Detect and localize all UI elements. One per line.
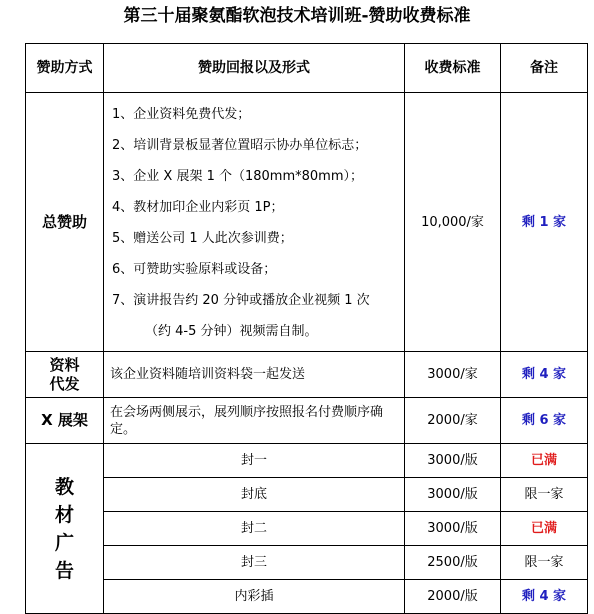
table-row [26, 546, 588, 580]
list-item: 4、教材加印企业内彩页 1P； [112, 200, 284, 215]
table-row [26, 398, 588, 444]
fee-value: 2000/家 [405, 398, 501, 444]
method-total: 总赞助 [26, 93, 104, 352]
fee-value: 10,000/家 [405, 93, 501, 352]
fee-value: 2000/版 [405, 580, 501, 614]
ad-item: 封底 [104, 478, 405, 512]
fee-value: 3000/版 [405, 444, 501, 478]
table-row [26, 93, 588, 352]
method-x-stand: X 展架 [26, 398, 104, 444]
method-char: 教 [54, 475, 74, 498]
status-badge: 剩 4 家 [501, 580, 588, 614]
fee-value: 3000/家 [405, 352, 501, 398]
method-line: 代发 [49, 374, 80, 393]
list-item: 1、企业资料免费代发； [112, 107, 251, 122]
list-item: 2、培训背景板显著位置昭示协办单位标志； [112, 138, 368, 153]
table-row [26, 444, 588, 478]
ad-item: 封一 [104, 444, 405, 478]
table-row [26, 352, 588, 398]
list-item: 3、企业 X 展架 1 个（180mm*80mm）； [112, 169, 363, 184]
ad-item: 封二 [104, 512, 405, 546]
status-badge: 已满 [501, 444, 588, 478]
table-row [26, 580, 588, 614]
header-note: 备注 [501, 44, 588, 93]
header-method: 赞助方式 [26, 44, 104, 93]
status-badge: 剩 1 家 [501, 93, 588, 352]
fee-value: 3000/版 [405, 478, 501, 512]
table-row [26, 512, 588, 546]
list-item: 7、演讲报告约 20 分钟或播放企业视频 1 次 [112, 293, 370, 308]
ad-item: 封三 [104, 546, 405, 580]
list-item: 5、赠送公司 1 人此次参训费； [112, 231, 293, 246]
status-badge: 剩 6 家 [501, 398, 588, 444]
list-item: （约 4-5 分钟）视频需自制。 [145, 324, 318, 339]
sponsorship-table [25, 43, 588, 614]
total-return-list [104, 93, 405, 352]
table-header-row [26, 44, 588, 93]
status-badge: 剩 4 家 [501, 352, 588, 398]
method-char: 告 [54, 559, 74, 582]
status-badge: 限一家 [501, 546, 588, 580]
status-badge: 已满 [501, 512, 588, 546]
method-textbook-ad [26, 444, 104, 614]
method-line: 资料 [49, 355, 80, 374]
method-char: 广 [54, 531, 74, 554]
page-title: 第三十届聚氨酯软泡技术培训班-赞助收费标准 [123, 6, 471, 26]
fee-value: 3000/版 [405, 512, 501, 546]
fee-value: 2500/版 [405, 546, 501, 580]
status-badge: 限一家 [501, 478, 588, 512]
header-return: 赞助回报以及形式 [104, 44, 405, 93]
method-char: 材 [54, 503, 74, 526]
description: 该企业资料随培训资料袋一起发送 [104, 352, 405, 398]
table-row [26, 478, 588, 512]
list-item: 6、可赞助实验原料或设备； [112, 262, 277, 277]
header-fee: 收费标准 [405, 44, 501, 93]
description: 在会场两侧展示，展列顺序按照报名付费顺序确定。 [104, 398, 405, 444]
method-materials [26, 352, 104, 398]
ad-item: 内彩插 [104, 580, 405, 614]
